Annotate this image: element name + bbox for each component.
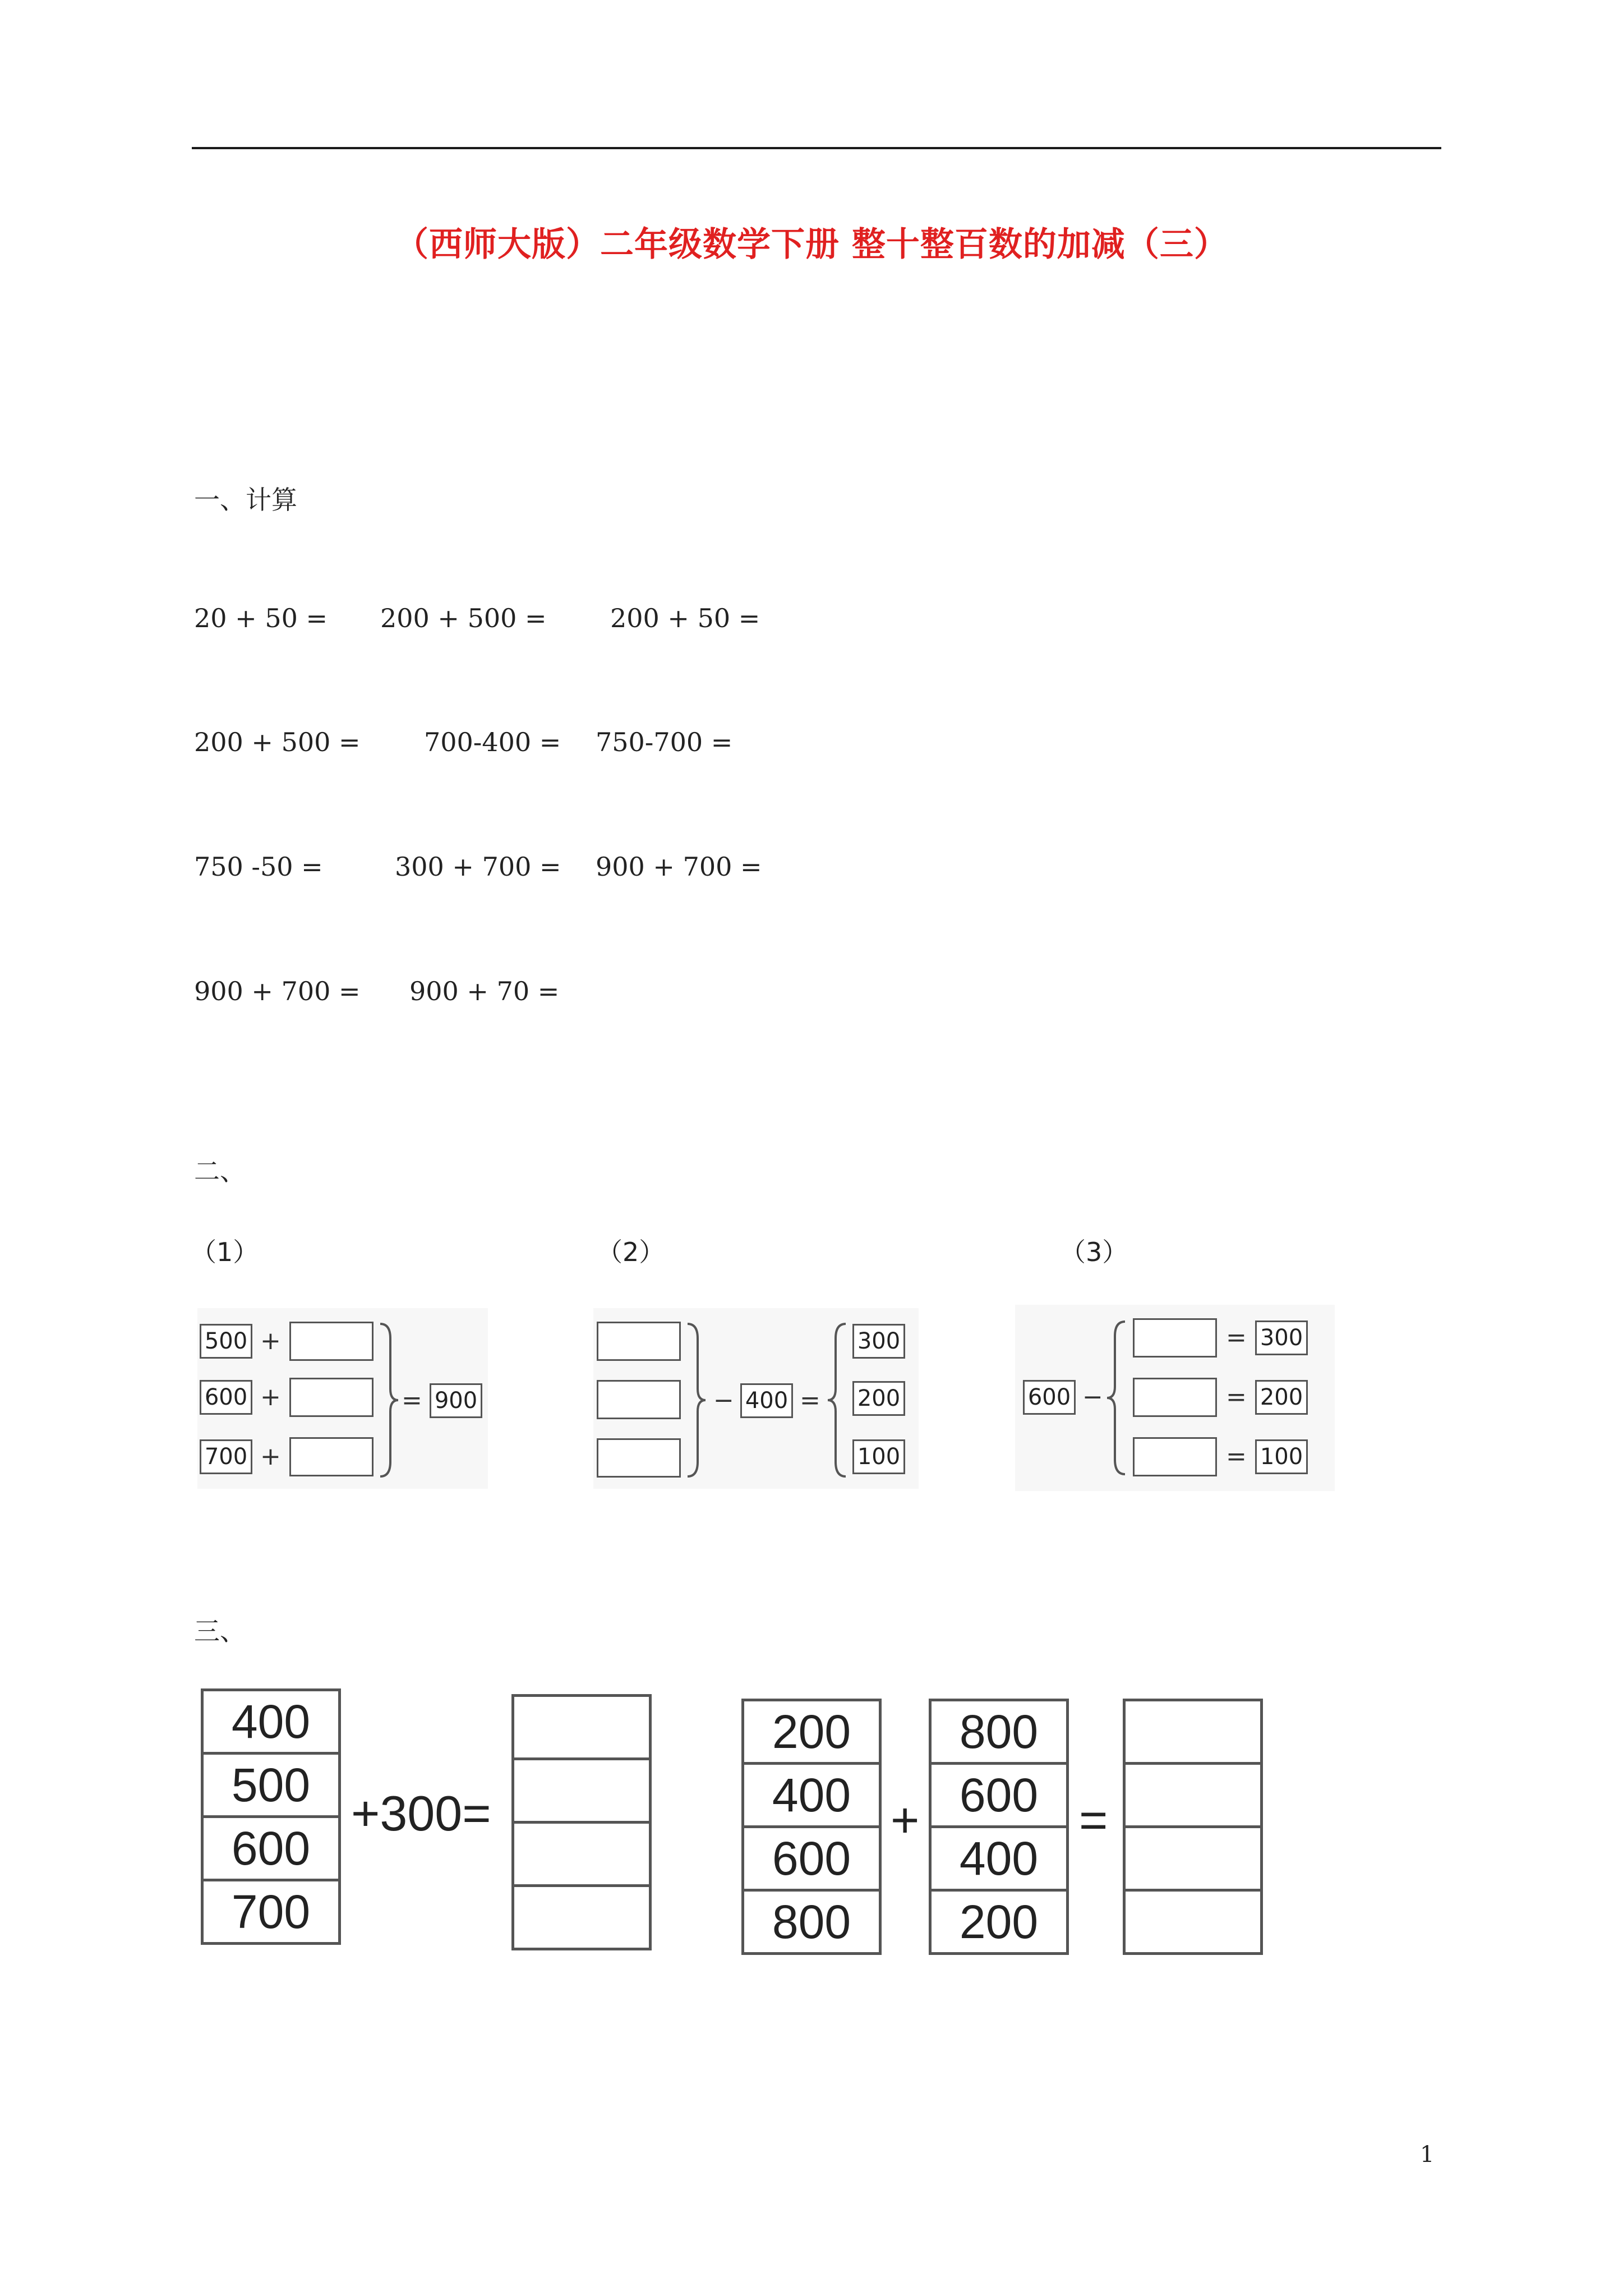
- problem-1-label: （1）: [191, 1237, 259, 1267]
- answer-box[interactable]: [597, 1322, 681, 1361]
- left-brace: [826, 1322, 848, 1479]
- plus-300-equals: +300=: [351, 1786, 491, 1841]
- header-rule: [192, 147, 1441, 149]
- plus-sign: +: [260, 1383, 281, 1411]
- table-cell: 400: [930, 1827, 1068, 1890]
- answer-table: [511, 1694, 652, 1950]
- answer-cell[interactable]: [513, 1886, 651, 1949]
- table-cell: 600: [202, 1817, 340, 1880]
- answer-cell[interactable]: [1124, 1764, 1262, 1827]
- table-cell: 800: [930, 1700, 1068, 1764]
- right-addend-table: [929, 1699, 1069, 1955]
- plus-sign: +: [260, 1327, 281, 1355]
- table-cell: 800: [743, 1890, 880, 1954]
- plus-sign: +: [891, 1792, 920, 1848]
- equals-sign: =: [1226, 1383, 1247, 1411]
- left-addend-table: [741, 1699, 882, 1955]
- question-3-3: 900 + 700 =: [596, 852, 762, 882]
- subtrahend-box: 400: [740, 1383, 793, 1418]
- question-1-1: 20 + 50 =: [194, 603, 328, 633]
- section-3-heading: 三、: [194, 1616, 246, 1646]
- section-1-heading: 一、计算: [194, 485, 297, 515]
- question-3-2: 300 + 700 =: [395, 852, 561, 882]
- answer-box[interactable]: [289, 1437, 374, 1476]
- result-box: 100: [1255, 1439, 1308, 1474]
- answer-box[interactable]: [1133, 1437, 1217, 1476]
- answer-cell[interactable]: [513, 1759, 651, 1823]
- equals-sign: =: [1079, 1792, 1108, 1848]
- question-4-2: 900 + 70 =: [409, 976, 560, 1006]
- table-cell: 600: [930, 1764, 1068, 1827]
- result-box: 300: [852, 1324, 905, 1359]
- right-brace: [685, 1322, 708, 1479]
- table-cell: 400: [743, 1764, 880, 1827]
- result-box: 200: [1255, 1380, 1308, 1415]
- answer-box[interactable]: [289, 1378, 374, 1417]
- problem-2-label: （2）: [597, 1237, 665, 1267]
- answer-box[interactable]: [289, 1322, 374, 1361]
- equals-sign: =: [1226, 1442, 1247, 1471]
- question-2-1: 200 + 500 =: [194, 727, 361, 757]
- question-1-2: 200 + 500 =: [380, 603, 547, 633]
- question-4-1: 900 + 700 =: [194, 976, 361, 1006]
- addend-table: [201, 1688, 341, 1945]
- addend-box: 500: [200, 1324, 252, 1359]
- minus-sign: −: [1082, 1383, 1103, 1411]
- right-brace: [378, 1322, 400, 1479]
- minuend-box: 600: [1023, 1380, 1076, 1415]
- answer-table: [1123, 1699, 1263, 1955]
- result-box: 900: [430, 1383, 482, 1418]
- answer-box[interactable]: [597, 1438, 681, 1478]
- addend-box: 600: [200, 1380, 252, 1415]
- answer-cell[interactable]: [1124, 1827, 1262, 1890]
- table-cell: 400: [202, 1690, 340, 1754]
- answer-cell[interactable]: [513, 1696, 651, 1759]
- answer-box[interactable]: [597, 1380, 681, 1419]
- answer-cell[interactable]: [513, 1823, 651, 1886]
- table-cell: 200: [930, 1890, 1068, 1954]
- answer-box[interactable]: [1133, 1378, 1217, 1417]
- question-2-3: 750-700 =: [596, 727, 733, 757]
- answer-box[interactable]: [1133, 1318, 1217, 1358]
- table-cell: 500: [202, 1754, 340, 1817]
- problem-2-diagram: [593, 1308, 919, 1489]
- question-1-3: 200 + 50 =: [610, 603, 760, 633]
- worksheet-title: （西师大版）二年级数学下册 整十整百数的加减（三）: [395, 225, 1228, 264]
- problem-3-diagram: [1015, 1305, 1335, 1491]
- page-number: 1: [1420, 2142, 1435, 2168]
- result-box: 200: [852, 1381, 905, 1416]
- answer-cell[interactable]: [1124, 1700, 1262, 1764]
- table-cell: 600: [743, 1827, 880, 1890]
- addend-box: 700: [200, 1439, 252, 1474]
- equals-sign: =: [402, 1386, 422, 1415]
- minus-sign: −: [713, 1386, 734, 1415]
- question-3-1: 750 -50 =: [194, 852, 323, 882]
- problem-1-diagram: [197, 1308, 488, 1489]
- equals-sign: =: [800, 1386, 820, 1415]
- table-cell: 200: [743, 1700, 880, 1764]
- problem-3-label: （3）: [1060, 1237, 1128, 1267]
- table-cell: 700: [202, 1880, 340, 1944]
- result-box: 100: [852, 1439, 905, 1474]
- left-brace: [1105, 1319, 1127, 1476]
- question-2-2: 700-400 =: [424, 727, 561, 757]
- section-2-heading: 二、: [194, 1156, 246, 1186]
- equals-sign: =: [1226, 1323, 1247, 1352]
- answer-cell[interactable]: [1124, 1890, 1262, 1954]
- result-box: 300: [1255, 1320, 1308, 1355]
- plus-sign: +: [260, 1442, 281, 1471]
